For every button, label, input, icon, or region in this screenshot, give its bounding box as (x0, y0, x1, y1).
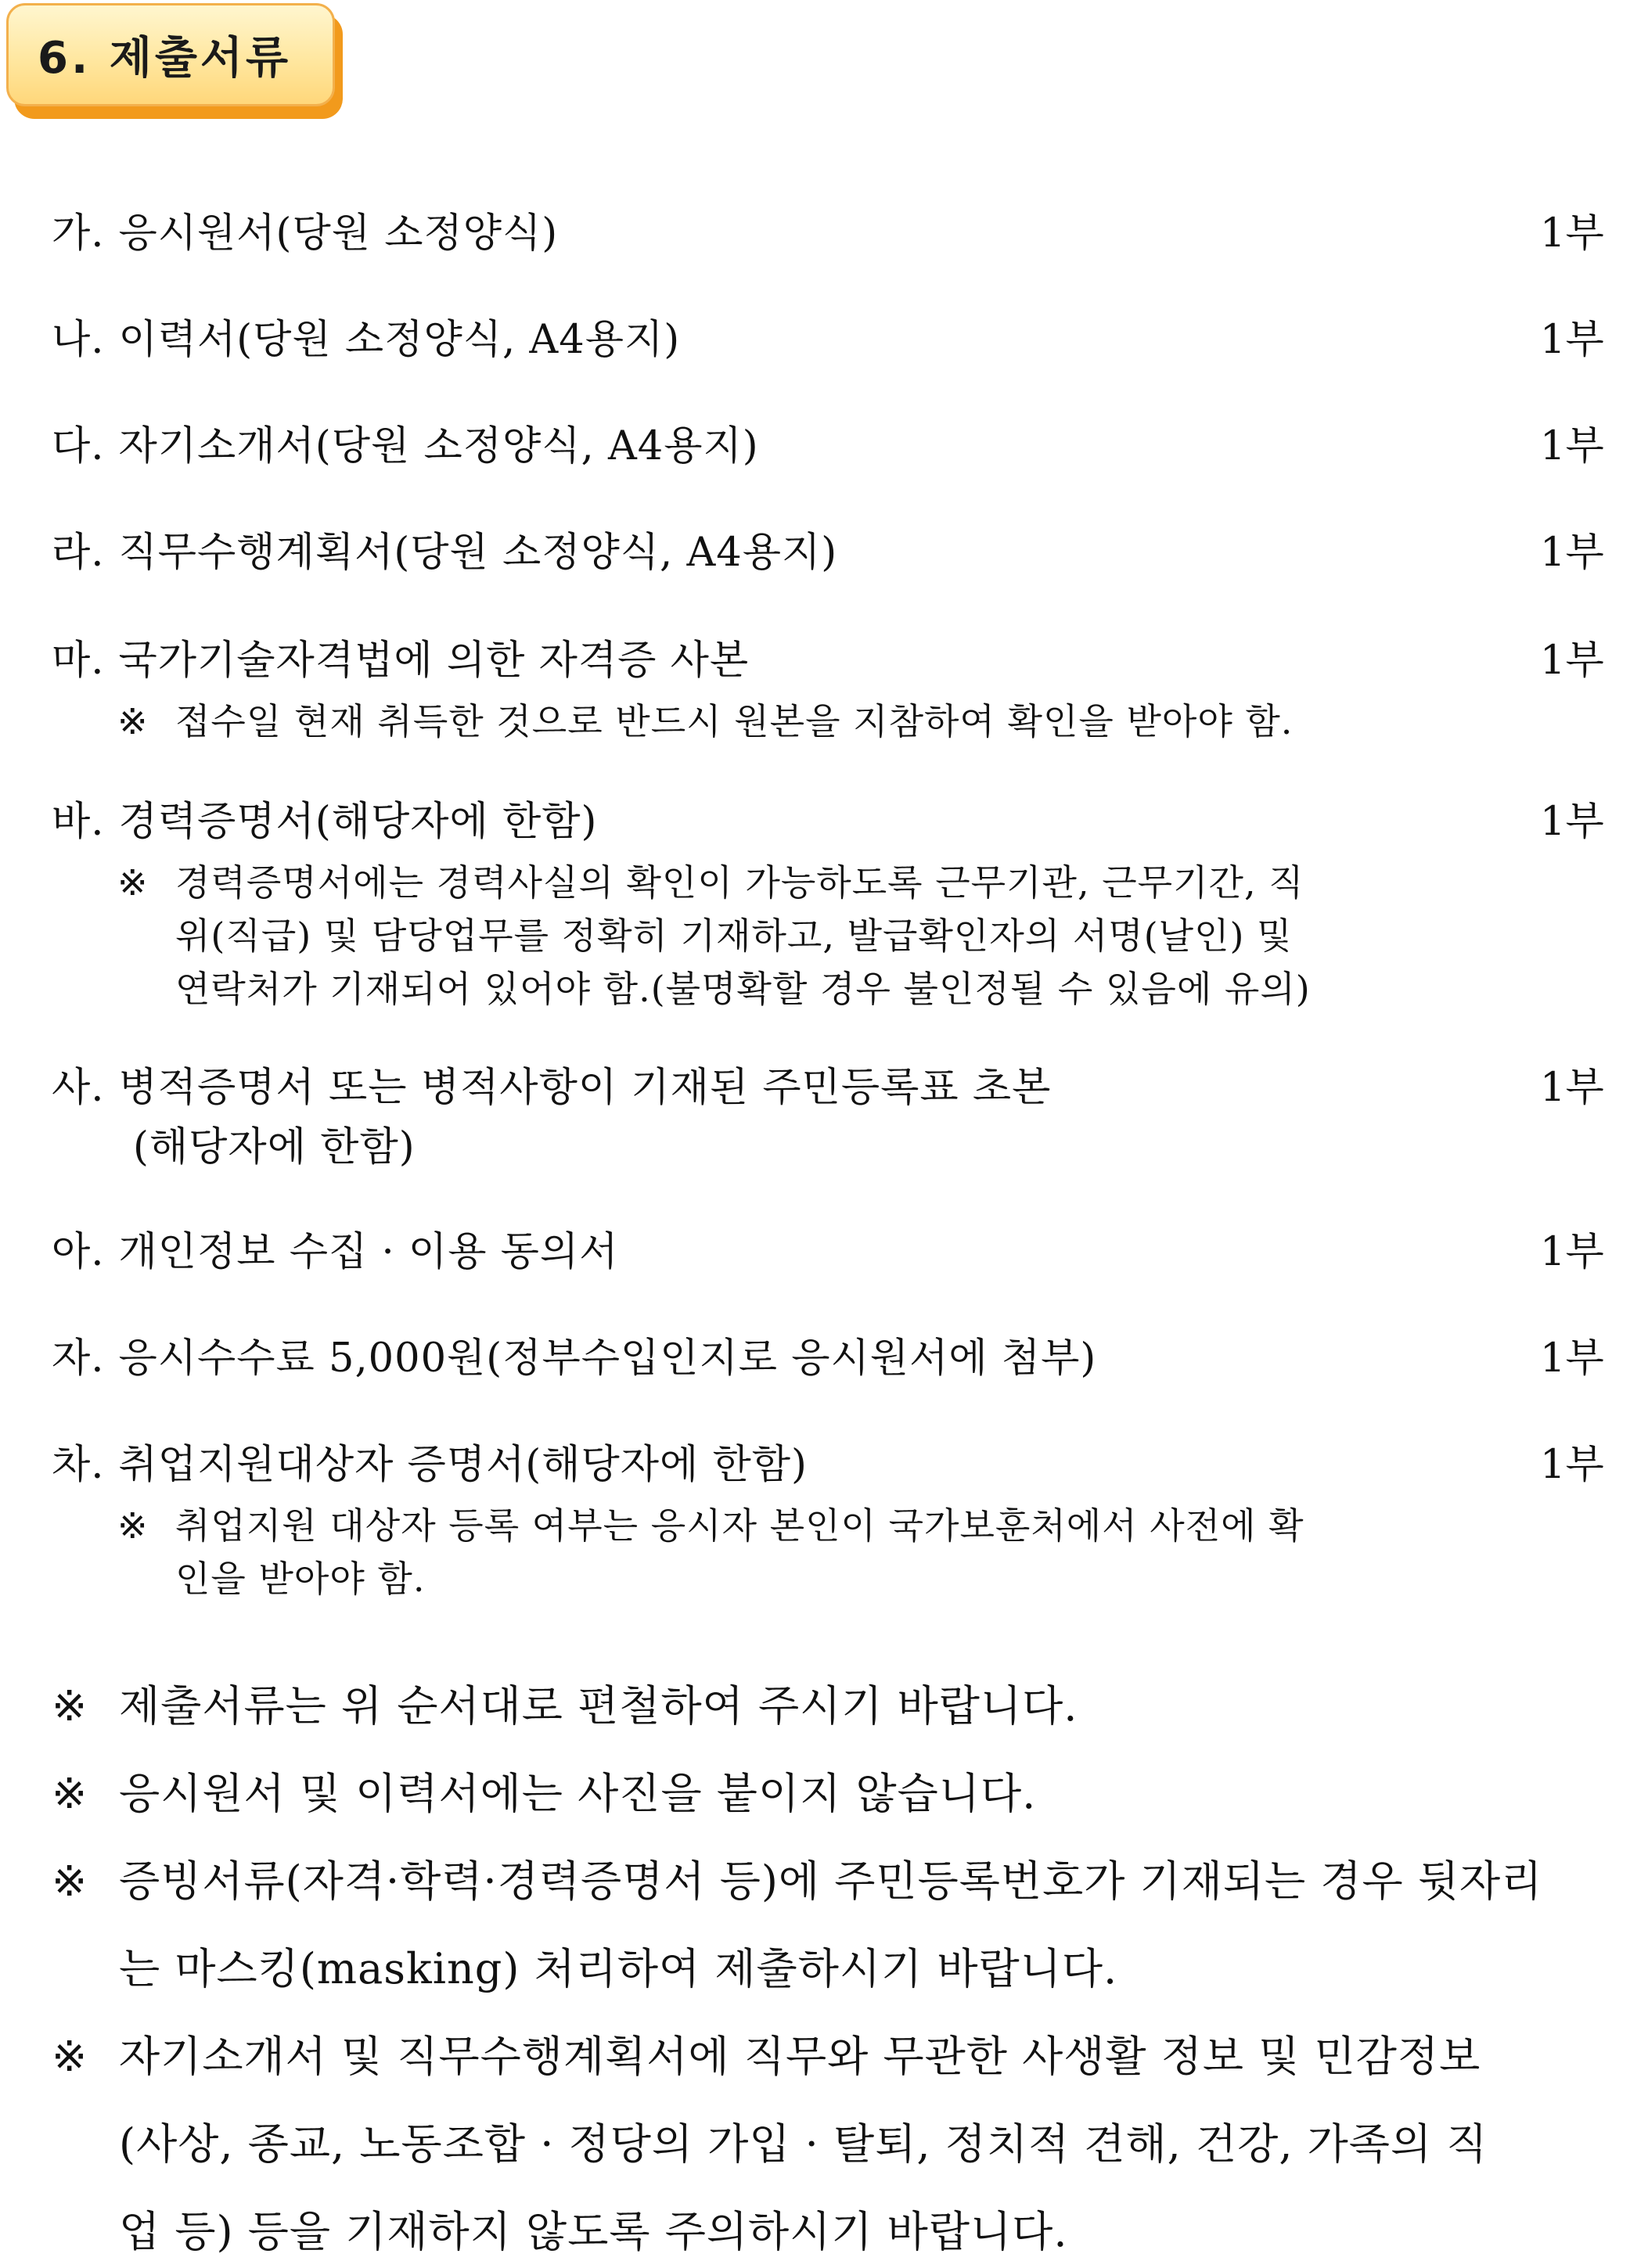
item-note (117, 1499, 1304, 1552)
item-key: 바. (52, 799, 105, 845)
item-text-continued: (해당자에 한함) (133, 1124, 416, 1170)
item-key: 차. (52, 1442, 105, 1488)
item-quantity: 1부 (1540, 423, 1604, 469)
note-text-continued: 연락처가 기재되어 있어야 함.(불명확할 경우 불인정될 수 있음에 유의) (175, 968, 1311, 1010)
remark-text: 자기소개서 및 직무수행계획서에 직무와 무관한 사생활 정보 및 민감정보 (119, 2032, 1481, 2081)
remark (52, 1851, 1542, 1912)
remark-text: 제출서류는 위 순서대로 편철하여 주시기 바랍니다. (119, 1681, 1078, 1731)
note-text: 취업지원 대상자 등록 여부는 응시자 본인이 국가보훈처에서 사전에 확 (175, 1504, 1304, 1547)
item-text: 취업지원대상자 증명서(해당자에 한함) (118, 1442, 808, 1488)
item-text: 자기소개서(당원 소정양식, A4용지) (118, 423, 759, 469)
remark (52, 1763, 1036, 1824)
note-text: 경력증명서에는 경력사실의 확인이 가능하도록 근무기관, 근무기간, 직 (175, 861, 1304, 904)
item-text: 이력서(당원 소정양식, A4용지) (118, 317, 681, 363)
item-text: 개인정보 수집 · 이용 동의서 (118, 1229, 619, 1275)
remark (52, 1676, 1078, 1737)
item-key: 아. (52, 1229, 105, 1275)
list-item (52, 313, 680, 368)
remark-text: 응시원서 및 이력서에는 사진을 붙이지 않습니다. (119, 1769, 1037, 1818)
item-note (117, 695, 1293, 748)
item-key: 나. (52, 317, 105, 363)
remark-text-continued: 는 마스킹(masking) 처리하여 제출하시기 바랍니다. (119, 1944, 1118, 1993)
item-quantity: 1부 (1540, 317, 1604, 363)
item-quantity: 1부 (1540, 638, 1604, 684)
list-item (52, 634, 749, 688)
list-item (52, 1332, 1096, 1386)
item-quantity: 1부 (1540, 1442, 1604, 1488)
item-quantity: 1부 (1540, 1229, 1604, 1275)
item-quantity: 1부 (1540, 1065, 1604, 1111)
list-item (52, 795, 597, 850)
section-title: 6. 제출서류 (38, 33, 292, 84)
remark-text-continued: (사상, 종교, 노동조합 · 정당의 가입 · 탈퇴, 정치적 견해, 건강, 가족의 직 (119, 2119, 1488, 2169)
item-key: 다. (52, 423, 105, 469)
remark (52, 2026, 1481, 2087)
list-item (52, 207, 558, 261)
remark-text: 증빙서류(자격·학력·경력증명서 등)에 주민등록번호가 기재되는 경우 뒷자리 (119, 1856, 1543, 1906)
section-header-badge (6, 3, 343, 119)
list-item (52, 1225, 618, 1280)
list-item (52, 1438, 808, 1493)
remark-text-continued: 업 등) 등을 기재하지 않도록 주의하시기 바랍니다. (119, 2207, 1068, 2256)
item-key: 자. (52, 1335, 105, 1382)
item-text: 응시원서(당원 소정양식) (118, 210, 559, 257)
item-text: 국가기술자격법에 의한 자격증 사본 (118, 638, 750, 684)
remark-mark: ※ (52, 1769, 88, 1818)
item-quantity: 1부 (1540, 210, 1604, 257)
remark-mark: ※ (52, 1681, 88, 1731)
list-item (52, 1061, 1051, 1116)
item-quantity: 1부 (1540, 530, 1604, 576)
note-text-continued: 위(직급) 및 담당업무를 정확히 기재하고, 발급확인자의 서명(날인) 및 (175, 915, 1293, 957)
item-key: 가. (52, 210, 105, 257)
item-note (117, 856, 1304, 909)
note-text: 접수일 현재 취득한 것으로 반드시 원본을 지참하여 확인을 받아야 함. (175, 700, 1294, 742)
item-text: 경력증명서(해당자에 한함) (118, 799, 598, 845)
note-text-continued: 인을 받아야 함. (175, 1558, 426, 1600)
item-key: 라. (52, 530, 105, 576)
note-mark: ※ (117, 700, 149, 742)
item-text: 응시수수료 5,000원(정부수입인지로 응시원서에 첨부) (118, 1335, 1097, 1382)
list-item (52, 419, 759, 474)
item-quantity: 1부 (1540, 799, 1604, 845)
list-item (52, 526, 837, 580)
note-mark: ※ (117, 861, 149, 904)
remark-mark: ※ (52, 1856, 88, 1906)
remark-mark: ※ (52, 2032, 88, 2081)
item-key: 사. (52, 1065, 105, 1111)
item-text: 병적증명서 또는 병적사항이 기재된 주민등록표 초본 (118, 1065, 1052, 1111)
item-quantity: 1부 (1540, 1335, 1604, 1382)
item-key: 마. (52, 638, 105, 684)
note-mark: ※ (117, 1504, 149, 1547)
item-text: 직무수행계획서(당원 소정양식, A4용지) (118, 530, 838, 576)
